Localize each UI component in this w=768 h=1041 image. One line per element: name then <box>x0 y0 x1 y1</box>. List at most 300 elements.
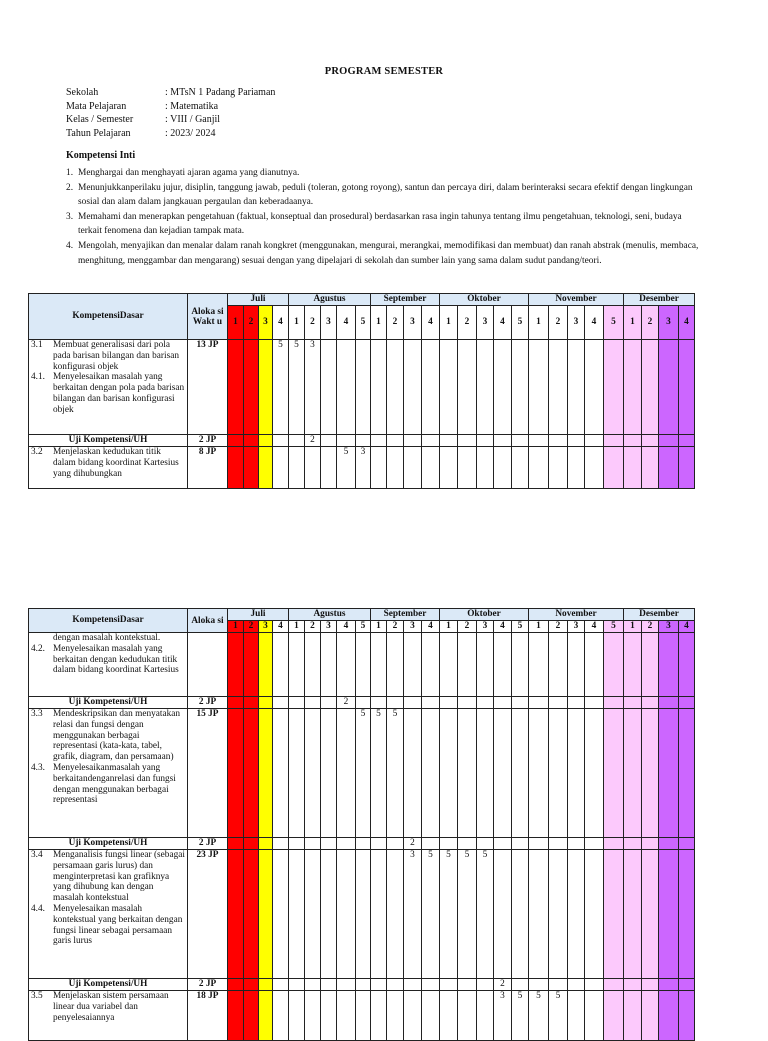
header-week: 4 <box>679 621 695 633</box>
week-cell <box>371 991 387 1041</box>
week-cell <box>337 838 356 850</box>
week-cell: 5 <box>387 709 404 838</box>
week-cell <box>244 697 259 709</box>
week-cell <box>337 991 356 1041</box>
ki-heading: Kompetensi Inti <box>66 150 136 161</box>
header-week: 4 <box>422 621 440 633</box>
week-cell <box>458 979 477 991</box>
week-cell <box>624 340 642 435</box>
week-cell <box>494 838 512 850</box>
week-cell <box>273 838 289 850</box>
week-cell <box>356 435 371 447</box>
week-cell <box>477 447 494 489</box>
week-cell <box>259 447 273 489</box>
kd-item <box>31 709 185 763</box>
week-cell <box>371 435 387 447</box>
week-cell <box>477 838 494 850</box>
kd-item <box>31 991 185 1023</box>
week-cell <box>228 340 244 435</box>
schedule-table-1 <box>28 293 695 489</box>
kd-cell <box>29 850 188 979</box>
header-kd: KompetensiDasar <box>29 294 188 340</box>
header-alokasi: Aloka si <box>188 609 228 633</box>
header-week: 3 <box>259 306 273 340</box>
week-cell <box>659 838 679 850</box>
week-cell <box>321 435 337 447</box>
kd-number: 3.5 <box>31 991 43 1001</box>
week-cell <box>440 435 458 447</box>
week-cell <box>494 850 512 979</box>
kd-number: 4.2. <box>31 643 45 654</box>
week-cell <box>422 709 440 838</box>
week-cell <box>642 435 659 447</box>
week-cell <box>228 447 244 489</box>
week-cell <box>305 991 321 1041</box>
week-cell: 5 <box>458 850 477 979</box>
header-week: 3 <box>477 306 494 340</box>
school-info <box>66 86 275 140</box>
week-cell <box>289 709 305 838</box>
week-cell <box>244 850 259 979</box>
week-cell <box>585 979 604 991</box>
uji-label: Uji Kompetensi/UH <box>29 979 188 991</box>
week-cell <box>228 435 244 447</box>
kd-number: 3.2 <box>31 447 43 457</box>
week-cell <box>244 991 259 1041</box>
kd-item <box>31 644 185 676</box>
week-cell <box>458 709 477 838</box>
week-cell: 2 <box>305 435 321 447</box>
week-cell <box>273 435 289 447</box>
week-cell <box>458 340 477 435</box>
week-cell <box>337 435 356 447</box>
week-cell <box>356 697 371 709</box>
header-week: 4 <box>679 306 695 340</box>
week-cell <box>604 850 624 979</box>
week-cell <box>512 435 529 447</box>
week-cell <box>642 340 659 435</box>
week-cell <box>273 697 289 709</box>
week-cell <box>244 979 259 991</box>
header-week: 3 <box>321 306 337 340</box>
alokasi-cell <box>188 633 228 697</box>
table-row <box>29 447 695 489</box>
week-cell <box>477 991 494 1041</box>
week-cell <box>289 435 305 447</box>
kd-item <box>31 763 185 806</box>
week-cell: 5 <box>273 340 289 435</box>
week-cell <box>404 633 422 697</box>
week-cell <box>529 633 549 697</box>
header-month-agustus: Agustus <box>289 609 371 621</box>
header-week: 2 <box>549 306 568 340</box>
week-cell <box>477 697 494 709</box>
week-cell <box>568 979 585 991</box>
header-week: 2 <box>305 621 321 633</box>
week-cell <box>259 838 273 850</box>
header-week: 1 <box>289 621 305 633</box>
week-cell <box>624 709 642 838</box>
week-cell <box>305 447 321 489</box>
week-cell <box>585 991 604 1041</box>
week-cell <box>585 838 604 850</box>
table-row <box>29 838 695 850</box>
kd-cell <box>29 709 188 838</box>
week-cell <box>568 340 585 435</box>
week-cell <box>387 838 404 850</box>
week-cell <box>440 709 458 838</box>
week-cell <box>356 850 371 979</box>
header-week: 2 <box>244 306 259 340</box>
kd-item <box>31 904 185 947</box>
table-row <box>29 435 695 447</box>
week-cell <box>549 447 568 489</box>
week-cell <box>289 991 305 1041</box>
week-cell <box>228 709 244 838</box>
week-cell <box>440 447 458 489</box>
week-cell <box>529 838 549 850</box>
week-cell <box>604 838 624 850</box>
kd-number: 3.4 <box>31 850 43 860</box>
week-cell <box>659 709 679 838</box>
header-week: 5 <box>512 306 529 340</box>
week-cell <box>642 633 659 697</box>
week-cell <box>494 709 512 838</box>
week-cell <box>679 435 695 447</box>
header-week: 4 <box>273 306 289 340</box>
header-week: 4 <box>494 621 512 633</box>
header-week: 4 <box>337 306 356 340</box>
week-cell <box>512 697 529 709</box>
week-cell <box>337 979 356 991</box>
week-cell <box>273 850 289 979</box>
week-cell <box>387 633 404 697</box>
week-cell <box>679 979 695 991</box>
week-cell <box>305 697 321 709</box>
header-week: 3 <box>568 306 585 340</box>
week-cell: 5 <box>289 340 305 435</box>
week-cell <box>259 435 273 447</box>
table-row <box>29 850 695 979</box>
week-cell <box>458 838 477 850</box>
week-cell <box>494 697 512 709</box>
week-cell <box>371 850 387 979</box>
header-week: 5 <box>356 306 371 340</box>
week-cell <box>244 838 259 850</box>
week-cell <box>371 340 387 435</box>
week-cell <box>228 697 244 709</box>
header-month-november: November <box>529 294 624 306</box>
week-cell <box>512 447 529 489</box>
week-cell <box>440 633 458 697</box>
week-cell <box>642 709 659 838</box>
week-cell <box>642 850 659 979</box>
week-cell <box>512 709 529 838</box>
uji-label: Uji Kompetensi/UH <box>29 697 188 709</box>
week-cell <box>494 435 512 447</box>
week-cell <box>422 447 440 489</box>
week-cell <box>529 435 549 447</box>
week-cell <box>422 979 440 991</box>
week-cell <box>679 633 695 697</box>
header-week: 2 <box>458 306 477 340</box>
week-cell <box>604 709 624 838</box>
week-cell <box>549 340 568 435</box>
week-cell <box>477 709 494 838</box>
week-cell <box>549 979 568 991</box>
kd-text: Menyelesaikanmasalah yang berkaitandenganrelasi dan fungsi dengan menggunakan berbagai representasi <box>53 762 176 806</box>
kd-item <box>31 340 185 372</box>
week-cell: 5 <box>371 709 387 838</box>
week-cell <box>494 447 512 489</box>
week-cell <box>259 340 273 435</box>
week-cell <box>568 697 585 709</box>
kd-number: 4.4. <box>31 903 45 914</box>
info-row-class: Kelas / Semester : VIII / Ganjil <box>66 114 221 125</box>
kd-text: Menjelaskan kedudukan titik dalam bidang koordinat Kartesius yang dihubungkan <box>53 447 179 479</box>
week-cell <box>387 447 404 489</box>
week-cell <box>337 850 356 979</box>
week-cell <box>512 838 529 850</box>
week-cell <box>585 435 604 447</box>
week-cell <box>440 979 458 991</box>
week-cell <box>679 697 695 709</box>
week-cell <box>642 991 659 1041</box>
week-cell <box>529 850 549 979</box>
header-week: 3 <box>477 621 494 633</box>
header-week: 4 <box>273 621 289 633</box>
week-cell <box>356 991 371 1041</box>
week-cell <box>604 435 624 447</box>
header-week: 1 <box>440 621 458 633</box>
week-cell <box>568 838 585 850</box>
week-cell <box>337 709 356 838</box>
kd-text: Menjelaskan sistem persamaan linear dua variabel dan penyelesaiannya <box>53 991 169 1023</box>
kd-text: Menyelesaikan masalah kontekstual yang berkaitan dengan fungsi linear sebagai persamaan garis lurus <box>53 903 183 947</box>
week-cell <box>305 709 321 838</box>
week-cell <box>529 340 549 435</box>
week-cell <box>259 979 273 991</box>
week-cell <box>387 435 404 447</box>
header-month-november: November <box>529 609 624 621</box>
week-cell <box>568 447 585 489</box>
header-month-desember: Desember <box>624 294 695 306</box>
week-cell <box>404 697 422 709</box>
week-cell <box>477 435 494 447</box>
header-week: 2 <box>387 621 404 633</box>
week-cell: 5 <box>440 850 458 979</box>
kd-cell <box>29 340 188 435</box>
week-cell <box>371 633 387 697</box>
week-cell <box>289 447 305 489</box>
alokasi-cell: 18 JP <box>188 991 228 1041</box>
header-week: 5 <box>512 621 529 633</box>
week-cell <box>404 991 422 1041</box>
week-cell <box>529 979 549 991</box>
week-cell <box>604 447 624 489</box>
week-cell <box>604 979 624 991</box>
header-month-oktober: Oktober <box>440 294 529 306</box>
week-cell <box>404 340 422 435</box>
kd-number: 4.3. <box>31 762 45 773</box>
week-cell <box>321 850 337 979</box>
week-cell <box>604 697 624 709</box>
week-cell <box>371 838 387 850</box>
header-week: 4 <box>337 621 356 633</box>
week-cell <box>642 447 659 489</box>
kd-cell <box>29 447 188 489</box>
week-cell <box>642 838 659 850</box>
week-cell <box>273 979 289 991</box>
kd-item <box>31 447 185 479</box>
week-cell <box>289 633 305 697</box>
week-cell <box>244 435 259 447</box>
week-cell <box>273 709 289 838</box>
week-cell <box>604 633 624 697</box>
header-week: 2 <box>387 306 404 340</box>
week-cell <box>568 435 585 447</box>
week-cell <box>659 991 679 1041</box>
week-cell <box>679 850 695 979</box>
week-cell <box>387 340 404 435</box>
header-month-desember: Desember <box>624 609 695 621</box>
week-cell <box>512 633 529 697</box>
ki-item: 2. Menunjukkanperilaku jujur, disiplin, tanggung jawab, peduli (toleran, gotong royong), santun dan percaya diri, dalam berinteraksi secara efektif dengan lingkungan sosial dan alam dalam jangkauan pergaulan dan keberadaanya. <box>66 182 693 208</box>
kd-text: Menyelesaikan masalah yang berkaitan dengan kedudukan titik dalam bidang koordinat Kartesius <box>53 643 179 676</box>
week-cell <box>289 697 305 709</box>
week-cell <box>568 850 585 979</box>
header-week: 3 <box>568 621 585 633</box>
week-cell <box>529 709 549 838</box>
header-week: 4 <box>494 306 512 340</box>
kd-cell <box>29 633 188 697</box>
week-cell <box>477 633 494 697</box>
week-cell: 2 <box>404 838 422 850</box>
week-cell <box>549 633 568 697</box>
week-cell <box>244 340 259 435</box>
header-month-agustus: Agustus <box>289 294 371 306</box>
week-cell <box>273 633 289 697</box>
header-week: 3 <box>321 621 337 633</box>
week-cell <box>477 979 494 991</box>
alokasi-cell: 2 JP <box>188 435 228 447</box>
alokasi-cell: 13 JP <box>188 340 228 435</box>
header-week: 1 <box>228 621 244 633</box>
week-cell <box>624 979 642 991</box>
week-cell <box>422 991 440 1041</box>
table-row <box>29 991 695 1041</box>
week-cell <box>585 447 604 489</box>
week-cell <box>624 697 642 709</box>
header-week: 2 <box>458 621 477 633</box>
header-week: 2 <box>305 306 321 340</box>
schedule-table-2 <box>28 608 695 1041</box>
week-cell <box>337 633 356 697</box>
ki-list <box>66 166 706 268</box>
page-title: PROGRAM SEMESTER <box>324 66 444 77</box>
week-cell <box>568 633 585 697</box>
kd-number: 4.1. <box>31 372 45 383</box>
week-cell <box>585 850 604 979</box>
week-cell <box>321 991 337 1041</box>
header-week: 1 <box>440 306 458 340</box>
header-week: 5 <box>604 621 624 633</box>
week-cell <box>244 447 259 489</box>
week-cell <box>321 633 337 697</box>
header-week: 4 <box>585 621 604 633</box>
week-cell <box>659 697 679 709</box>
week-cell <box>549 697 568 709</box>
week-cell <box>337 340 356 435</box>
header-week: 4 <box>422 306 440 340</box>
week-cell <box>356 838 371 850</box>
uji-label: Uji Kompetensi/UH <box>29 838 188 850</box>
week-cell <box>404 447 422 489</box>
week-cell <box>404 709 422 838</box>
week-cell <box>387 979 404 991</box>
alokasi-cell: 2 JP <box>188 697 228 709</box>
week-cell <box>604 991 624 1041</box>
week-cell <box>679 991 695 1041</box>
week-cell: 5 <box>529 991 549 1041</box>
week-cell <box>244 709 259 838</box>
week-cell <box>679 838 695 850</box>
week-cell <box>228 838 244 850</box>
header-week: 1 <box>289 306 305 340</box>
week-cell: 3 <box>305 340 321 435</box>
alokasi-cell: 15 JP <box>188 709 228 838</box>
ki-item: 1. Menghargai dan menghayati ajaran agama yang dianutnya. <box>66 168 300 178</box>
week-cell <box>440 991 458 1041</box>
week-cell <box>273 991 289 1041</box>
week-cell <box>387 850 404 979</box>
week-cell <box>494 633 512 697</box>
header-week: 3 <box>259 621 273 633</box>
table-row <box>29 697 695 709</box>
week-cell <box>458 633 477 697</box>
week-cell <box>273 447 289 489</box>
week-cell <box>624 838 642 850</box>
week-cell <box>458 447 477 489</box>
table-row <box>29 709 695 838</box>
week-cell <box>228 633 244 697</box>
header-week: 3 <box>404 306 422 340</box>
week-cell: 3 <box>356 447 371 489</box>
uji-label: Uji Kompetensi/UH <box>29 435 188 447</box>
week-cell <box>679 447 695 489</box>
kd-number: 3.3 <box>31 709 43 719</box>
week-cell <box>585 340 604 435</box>
week-cell <box>321 979 337 991</box>
kd-text: Menganalisis fungsi linear (sebagai persamaan garis lurus) dan menginterpretasi kan grafiknya yang dihubung kan dengan masalah kontekstual <box>53 850 185 904</box>
header-week: 4 <box>585 306 604 340</box>
kd-text: dengan masalah kontekstual. <box>53 633 161 643</box>
week-cell <box>512 979 529 991</box>
week-cell <box>422 838 440 850</box>
kd-item <box>31 850 185 904</box>
week-cell <box>568 709 585 838</box>
week-cell <box>321 447 337 489</box>
week-cell <box>305 979 321 991</box>
week-cell <box>387 697 404 709</box>
header-week: 1 <box>624 621 642 633</box>
week-cell <box>289 979 305 991</box>
week-cell <box>321 838 337 850</box>
info-row-year: Tahun Pelajaran : 2023/ 2024 <box>66 127 216 139</box>
header-week: 1 <box>371 306 387 340</box>
header-month-juli: Juli <box>228 294 289 306</box>
week-cell <box>458 697 477 709</box>
